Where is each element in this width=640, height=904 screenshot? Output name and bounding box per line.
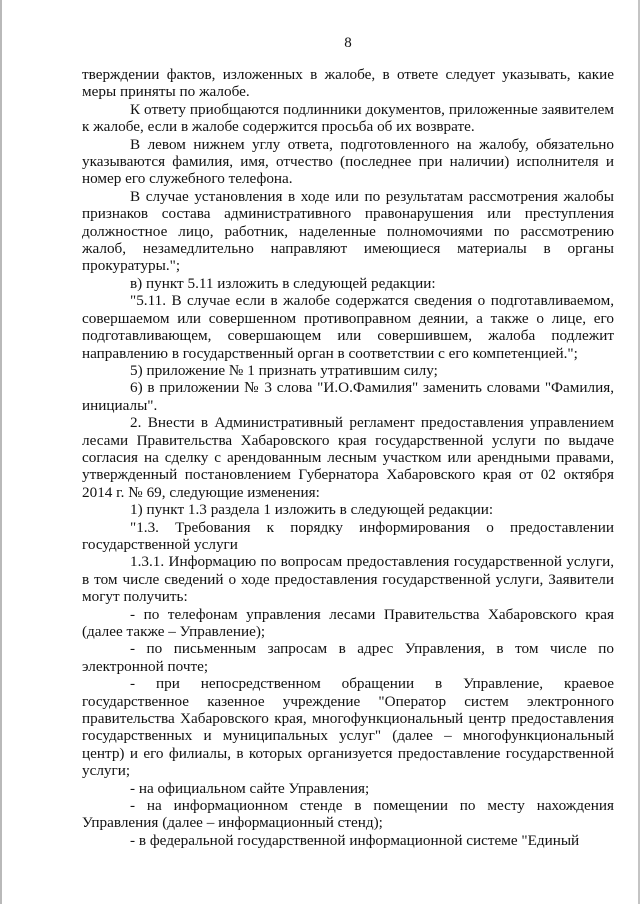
paragraph: - на официальном сайте Управления; (130, 779, 370, 797)
paragraph: "5.11. В случае если в жалобе содержатся сведения о подготавливаемом, совершаемом или совершенном противоправном деянии, а также о лице, его подготавливающем, совершающем или совершившем, жалоба подлежит направлению в государственный орган в соответствии с его компетенцией."; (82, 292, 614, 362)
scan-edge-left (0, 0, 2, 904)
paragraph: В левом нижнем углу ответа, подготовленного на жалобу, обязательно указываются фамилия, имя, отчество (последнее при наличии) исполнителя и номер его служебного телефона. (82, 135, 614, 188)
paragraph: 5) приложение № 1 признать утратившим силу; (130, 361, 438, 379)
paragraph: В случае установления в ходе или по результатам рассмотрения жалобы признаков состава административного правонарушения или преступления должностное лицо, работник, наделенные полномочиями по рассмотрению жалоб, незамедлительно направляют имеющиеся материалы в органы прокуратуры."; (82, 187, 614, 275)
paragraph: 1.3.1. Информацию по вопросам предоставления государственной услуги, в том числе сведений о ходе предоставления государственной услуги, Заявители могут получить: (82, 553, 614, 606)
paragraph: - по письменным запросам в адрес Управления, в том числе по электронной почте; (82, 640, 614, 675)
paragraph: - по телефонам управления лесами Правительства Хабаровского края (далее также – Управление); (82, 605, 614, 640)
paragraph: "1.3. Требования к порядку информирования о предоставлении государственной услуги (82, 518, 614, 553)
paragraph: 6) в приложении № 3 слова "И.О.Фамилия" заменить словами "Фамилия, инициалы". (82, 379, 614, 414)
paragraph: - при непосредственном обращении в Управление, краевое государственное казенное учреждение "Оператор систем электронного правительства Хабаровского края, многофункциональный центр предоставления государственных и муниципальных услуг" (далее – многофункциональный центр) и его филиалы, в которых организуется предоставление государственной услуги; (82, 675, 614, 780)
paragraph: 1) пункт 1.3 раздела 1 изложить в следующей редакции: (130, 501, 494, 519)
paragraph: К ответу приобщаются подлинники документов, приложенные заявителем к жалобе, если в жалобе содержится просьба об их возврате. (82, 100, 614, 136)
paragraph: тверждении фактов, изложенных в жалобе, в ответе следует указывать, какие меры приняты по жалобе. (82, 66, 614, 101)
paragraph: - в федеральной государственной информационной системе "Единый (130, 831, 580, 849)
page-number: 8 (344, 35, 352, 51)
paragraph: в) пункт 5.11 изложить в следующей редакции: (130, 274, 436, 292)
paragraph: - на информационном стенде в помещении по месту нахождения Управления (далее – информационный стенд); (82, 797, 614, 832)
body-text (82, 66, 614, 849)
paragraph: 2. Внести в Административный регламент предоставления управлением лесами Правительства Хабаровского края государственной услуги по выдаче согласия на сделку с арендованным лесным участком или арендными правами, утвержденный постановлением Губернатора Хабаровского края от 02 октября 2014 г. № 69, следующие изменения: (82, 414, 614, 501)
